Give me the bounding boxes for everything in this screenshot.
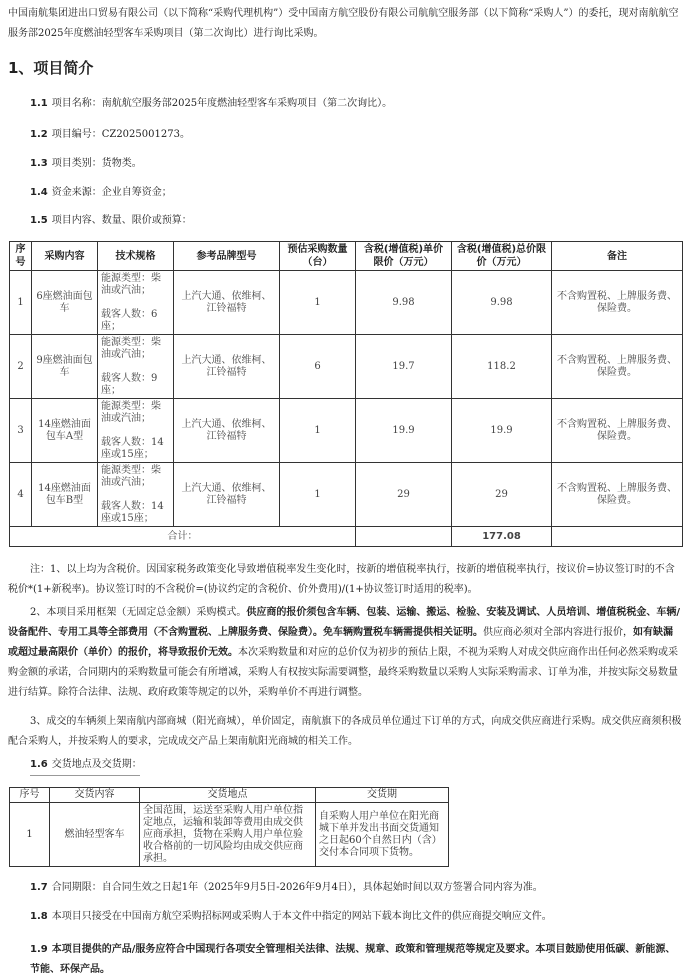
note-2: 2、本项目采用框架（无固定总金额）采购模式。供应商的报价须包含车辆、包装、运输、搬运、检验、安装及调试、人员培训、增值税税金、车辆/设备配件、专用工具等全部费用（不含购置税、上牌服务费、保险费）。免车辆购置税车辆需提供相关证明。供应商必须对全部内容进行报价，如有缺漏或超过最高限价（单价）的报价，将导致报价无效。本次采购数量和对应的总价仅为初步的预估上限，不视为采购人对成交供应商作出任何必然采购或采购金额的承诺，合同期内的采购数量可能会有所增减，采购人有权按实际需要调整，最终采购数量以采购人实际采购需求、订单为准，并按实际交易数量进行结算。除符合法律、法规、政府政策等规定的以外，采购单价不再进行调整。 [8,607,681,698]
intro-paragraph: 中国南航集团进出口贸易有限公司（以下简称“采购代理机构”）受中国南方航空股份有限公司航航空服务部（以下简称“采购人”）的委托，现对南航航空服务部2025年度燃油轻型客车采购项目（第二次询比）进行询比采购。 [8,8,679,39]
cell-total: 118.2 [452,335,552,399]
table-row [10,803,449,867]
item-1-2: 1.2 项目编号：CZ2025001273。 [30,129,190,140]
cell-total: 9.98 [452,271,552,335]
item-1-3: 1.3 项目类别：货物类。 [30,158,142,169]
cell-content: 燃油轻型客车 [50,803,140,867]
divider [30,775,140,776]
header-note: 备注 [552,242,683,271]
cell-total: 19.9 [452,399,552,463]
cell-qty: 6 [280,335,356,399]
item-1-4: 1.4 资金来源：企业自筹资金； [30,187,172,198]
procurement-table [9,241,683,547]
cell-brand: 上汽大通、依维柯、江铃福特 [174,271,280,335]
cell-qty: 1 [280,463,356,527]
item-1-8: 1.8 本项目只接受在中国南方航空采购招标网或采购人于本文件中指定的网站下载本询比文件的供应商提交响应文件。 [30,911,552,922]
item-1-5: 1.5 项目内容、数量、限价或预算： [30,215,192,226]
cell-unit: 19.9 [356,399,452,463]
header-total-price: 含税(增值税)总价限价（万元） [452,242,552,271]
cell-no: 3 [10,399,32,463]
cell-no: 1 [10,271,32,335]
total-value: 177.08 [452,527,552,547]
item-1-7: 1.7 合同期限：自合同生效之日起1年（2025年9月5日-2026年9月4日），具体起始时间以双方签署合同内容为准。 [30,882,543,893]
cell-unit: 29 [356,463,452,527]
cell-period: 自采购人用户单位在阳光商城下单并发出书面交货通知之日起60个自然日内（含）交付本合同项下货物。 [316,803,449,867]
header-qty: 预估采购数量（台） [280,242,356,271]
cell-spec: 能源类型：柴油或汽油； 载客人数：14座或15座； [98,399,174,463]
cell-content: 6座燃油面包车 [32,271,98,335]
table-row [10,335,683,399]
cell-brand: 上汽大通、依维柯、江铃福特 [174,399,280,463]
cell-note: 不含购置税、上牌服务费、保险费。 [552,335,683,399]
total-row [10,527,683,547]
header-place: 交货地点 [140,788,316,803]
cell-note: 不含购置税、上牌服务费、保险费。 [552,399,683,463]
table-row [10,399,683,463]
header-spec: 技术规格 [98,242,174,271]
cell-unit: 19.7 [356,335,452,399]
cell-content: 14座燃油面包车A型 [32,399,98,463]
cell-no: 1 [10,803,50,867]
header-no: 序号 [10,788,50,803]
cell-content: 14座燃油面包车B型 [32,463,98,527]
cell-note: 不含购置税、上牌服务费、保险费。 [552,271,683,335]
cell-spec: 能源类型：柴油或汽油； 载客人数：6座； [98,271,174,335]
delivery-table [9,787,449,867]
item-1-9: 1.9 本项目提供的产品/服务应符合中国现行各项安全管理相关法律、法规、规章、政策和管理规范等规定及要求。本项目鼓励使用低碳、新能源、节能、环保产品。 [30,944,676,975]
table-row [10,271,683,335]
cell-no: 2 [10,335,32,399]
cell-spec: 能源类型：柴油或汽油； 载客人数：14座或15座； [98,463,174,527]
cell-place: 全国范围，运送至采购人用户单位指定地点，运输和装卸等费用由成交供应商承担，货物在采购人用户单位验收合格前的一切风险均由成交供应商承担。 [140,803,316,867]
cell-unit: 9.98 [356,271,452,335]
cell-note: 不含购置税、上牌服务费、保险费。 [552,463,683,527]
cell-brand: 上汽大通、依维柯、江铃福特 [174,463,280,527]
header-no: 序号 [10,242,32,271]
header-period: 交货期 [316,788,449,803]
item-1-1: 1.1 项目名称：南航航空服务部2025年度燃油轻型客车采购项目（第二次询比）。 [30,98,393,109]
item-1-6: 1.6 交货地点及交货期： [30,759,142,770]
header-content: 交货内容 [50,788,140,803]
note-3: 3、成交的车辆须上架南航内部商城（阳光商城），单价固定，南航旗下的各成员单位通过下订单的方式，向成交供应商进行采购。成交供应商须积极配合采购人，并按采购人的要求，完成成交产品上架南航阳光商城的相关工作。 [8,716,682,747]
cell-brand: 上汽大通、依维柯、江铃福特 [174,335,280,399]
table-row [10,463,683,527]
note-1: 注：1、以上均为含税价。因国家税务政策变化导致增值税率发生变化时，按新的增值税率执行，按新的增值税率执行，按议价=协议签订时的不含税价*(1+新税率)。协议签订时的不含税价=(协议约定的含税价、价外费用)/(1+协议签订时适用的税率)。 [8,564,675,595]
cell-no: 4 [10,463,32,527]
total-label: 合计： [10,527,356,547]
header-content: 采购内容 [32,242,98,271]
cell-spec: 能源类型：柴油或汽油； 载客人数：9座； [98,335,174,399]
header-brand: 参考品牌型号 [174,242,280,271]
cell-content: 9座燃油面包车 [32,335,98,399]
cell-qty: 1 [280,399,356,463]
header-unit-price: 含税(增值税)单价限价（万元） [356,242,452,271]
cell-qty: 1 [280,271,356,335]
section-title: 1、项目简介 [8,59,94,77]
cell-total: 29 [452,463,552,527]
